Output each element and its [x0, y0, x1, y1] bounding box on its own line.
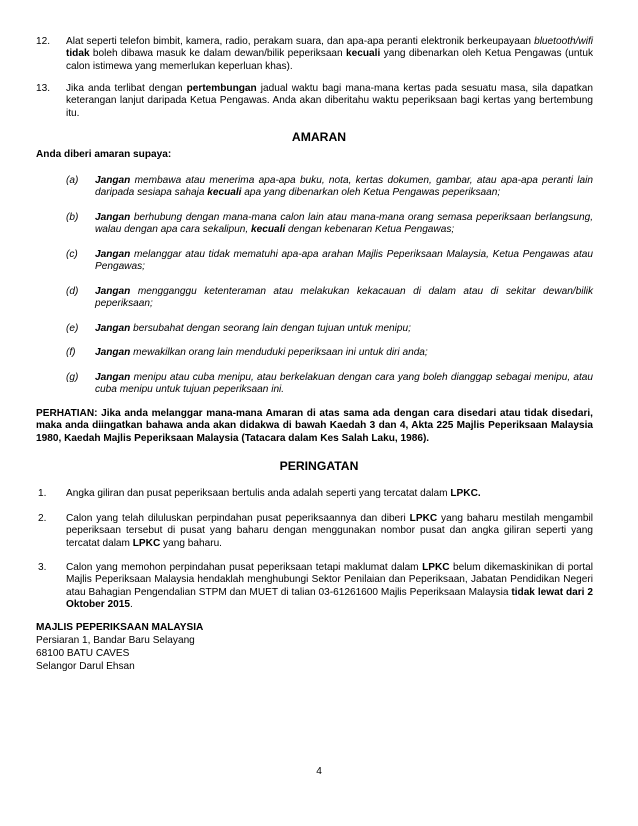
amaran-item-label: (f)	[66, 347, 76, 358]
peringatan-text	[66, 513, 593, 550]
text-run: yang baharu mestilah mengambil peperiksaan tersebut di pusat yang baharu dengan menggunakan nombor pusat dan angka giliran seperti yang tercatat dalam	[66, 513, 593, 549]
emphasis-text: pertembungan	[186, 83, 257, 94]
rule-text	[66, 83, 593, 120]
address-org: MAJLIS PEPERIKSAAN MALAYSIA	[36, 622, 204, 633]
amaran-item-text	[95, 175, 593, 200]
text-run: mewakilkan orang lain menduduki peperiksaan ini untuk diri anda;	[130, 347, 428, 358]
text-run: jadual waktu bagi mana-mana kertas pada sesuatu masa, sila dapatkan keterangan lanjut daripada Ketua Pengawas. Anda akan diberitahu waktu peperiksaan bagi kertas yang bertembung itu.	[66, 83, 593, 119]
text-run: mengganggu ketenteraman atau melakukan kekacauan di dalam atau di sekitar dewan/bilik peperiksaan;	[95, 286, 593, 310]
text-run: boleh dibawa masuk ke dalam dewan/bilik peperiksaan	[89, 48, 347, 60]
emphasis-text: Jangan	[95, 175, 131, 186]
emphasis-text: Jangan	[95, 347, 131, 358]
emphasis-text: kecuali	[346, 48, 381, 60]
page-number: 4	[316, 766, 322, 777]
emphasis-text: tidak	[66, 48, 90, 60]
amaran-item-text	[95, 347, 593, 359]
amaran-item-text	[95, 372, 593, 397]
amaran-item-text	[95, 286, 593, 311]
perhatian-notice: PERHATIAN: Jika anda melanggar mana-mana Amaran di atas sama ada dengan cara disedari atau tidak disedari, maka anda diingatkan bahawa anda akan didakwa di bawah Kaedah 3 dan 4, Akta 225 Majlis Peperiksaan Malaysia 1980, Kaedah Majlis Peperiksaan Malaysia (Tatacara dalam Kes Salah Laku, 1986).	[36, 408, 593, 444]
address-line: Persiaran 1, Bandar Baru Selayang	[36, 635, 195, 646]
text-run: membawa atau menerima apa-apa buku, nota, kertas dokumen, gambar, atau apa-apa peranti lain daripada sesiapa sahaja	[95, 175, 593, 199]
text-run: berhubung dengan mana-mana calon lain atau mana-mana orang semasa peperiksaan berlangsung, walau dengan apa cara sekalipun,	[95, 212, 593, 236]
amaran-intro: Anda diberi amaran supaya:	[36, 149, 172, 160]
amaran-item-label: (e)	[66, 323, 79, 334]
text-run: belum dikemaskinikan di portal Majlis Peperiksaan Malaysia hendaklah menghubungi Sektor Penilaian dan Peperiksaan, Jabatan Pendidikan Negeri atau Bahagian Pengendalian STPM dan MUET di talian 03-61261600 Majlis Peperiksaan Malaysia	[66, 562, 593, 598]
rule-number: 13.	[36, 83, 51, 94]
amaran-item-label: (d)	[66, 286, 79, 297]
emphasis-text: Jangan	[95, 372, 131, 383]
amaran-item-text	[95, 249, 593, 274]
text-run: apa yang dibenarkan oleh Ketua Pengawas peperiksaan;	[241, 187, 501, 199]
amaran-item-label: (g)	[66, 372, 79, 383]
emphasis-text: kecuali	[207, 187, 242, 199]
emphasis-text: Jangan	[95, 286, 131, 297]
italic-text: bluetooth/wifi	[534, 36, 593, 47]
amaran-heading: AMARAN	[291, 130, 347, 144]
text-run: menipu atau cuba menipu, atau berkelakuan dengan cara yang boleh dianggap sebagai menipu, atau cuba menipu untuk tujuan peperiksaan ini.	[95, 372, 593, 396]
peringatan-text	[66, 488, 593, 500]
emphasis-text: LPKC	[132, 537, 161, 549]
text-run: yang dibenarkan oleh Ketua Pengawas (untuk calon istimewa yang memerlukan keperluan khas).	[66, 48, 594, 72]
amaran-item-label: (a)	[66, 175, 79, 186]
amaran-item-label: (b)	[66, 212, 79, 223]
text-run: melanggar atau tidak mematuhi apa-apa arahan Majlis Peperiksaan Malaysia, Ketua Pengawas atau Pengawas;	[95, 249, 593, 273]
text-run: bersubahat dengan seorang lain dengan tujuan untuk menipu;	[130, 323, 411, 334]
peringatan-number: 2.	[38, 513, 47, 524]
emphasis-text: Jangan	[95, 323, 131, 334]
text-run: Calon yang memohon perpindahan pusat peperiksaan tetapi maklumat dalam	[66, 562, 423, 573]
amaran-item-label: (c)	[66, 249, 78, 260]
address-line: 68100 BATU CAVES	[36, 648, 130, 659]
address-line: Selangor Darul Ehsan	[36, 661, 135, 672]
text-run: Jika anda terlibat dengan	[66, 83, 187, 94]
emphasis-text: LPKC	[409, 513, 438, 524]
amaran-item-text	[95, 323, 593, 335]
emphasis-text: LPKC.	[450, 488, 481, 499]
peringatan-heading: PERINGATAN	[279, 459, 359, 473]
text-run: Angka giliran dan pusat peperiksaan bertulis anda adalah seperti yang tercatat dalam	[66, 488, 451, 499]
emphasis-text: LPKC	[422, 562, 450, 573]
emphasis-text: tidak lewat dari 2 Oktober 2015	[66, 586, 593, 611]
rule-number: 12.	[36, 36, 51, 47]
text-run: Calon yang telah diluluskan perpindahan pusat peperiksaannya dan diberi	[66, 513, 410, 524]
emphasis-text: Jangan	[95, 212, 131, 223]
text-run: dengan kebenaran Ketua Pengawas;	[285, 224, 455, 236]
peringatan-text	[66, 562, 593, 612]
text-run: Alat seperti telefon bimbit, kamera, radio, perakam suara, dan apa-apa peranti elektronik berkeupayaan	[66, 36, 535, 47]
text-run: .	[129, 599, 133, 611]
peringatan-number: 3.	[38, 562, 47, 573]
peringatan-number: 1.	[38, 488, 47, 499]
emphasis-text: Jangan	[95, 249, 131, 260]
rule-text	[66, 36, 593, 73]
text-run: yang baharu.	[160, 537, 222, 549]
amaran-item-text	[95, 212, 593, 237]
emphasis-text: kecuali	[251, 224, 286, 236]
